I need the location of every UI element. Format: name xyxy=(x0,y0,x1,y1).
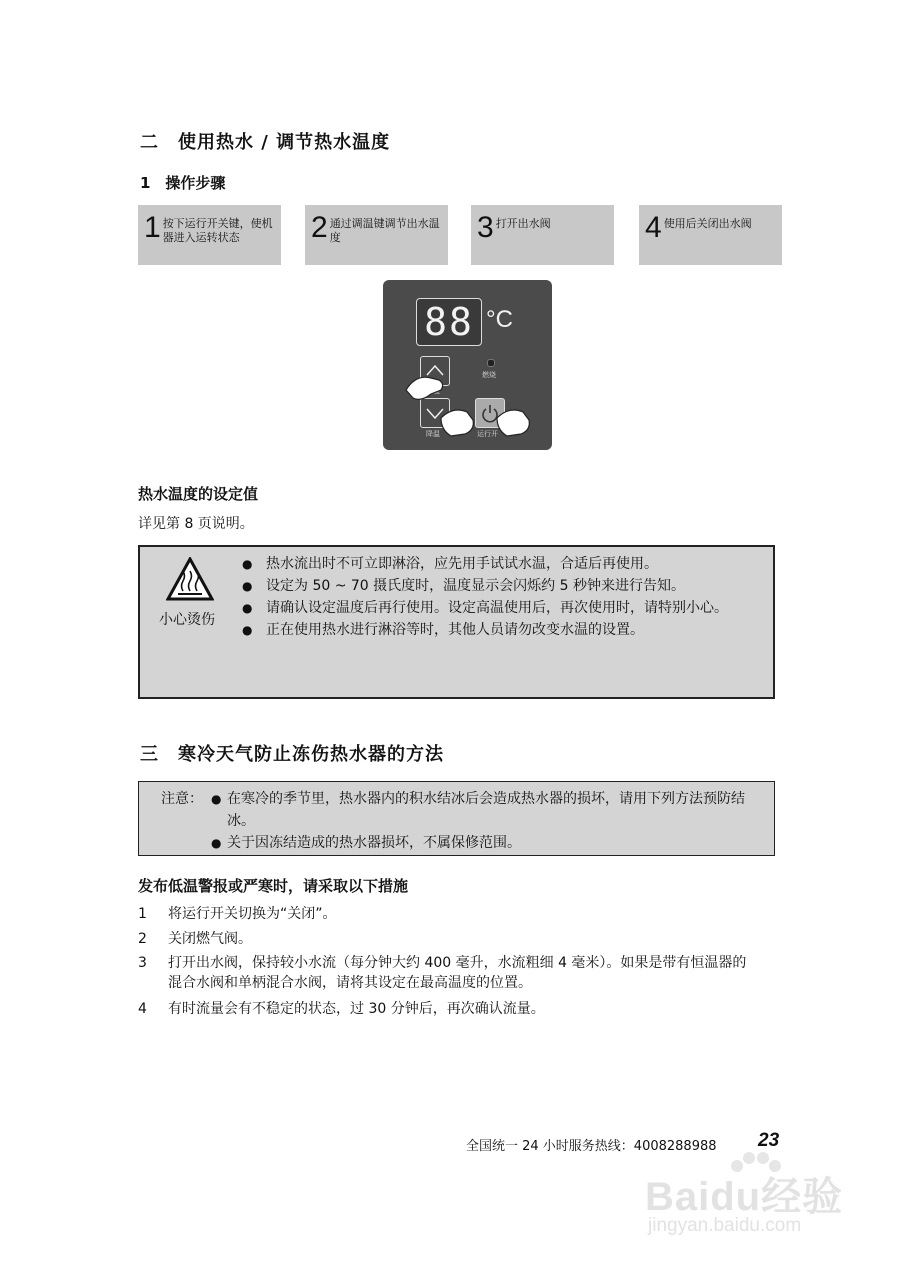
burn-indicator-led xyxy=(487,359,495,367)
step-number: 2 xyxy=(311,211,328,244)
temperature-display xyxy=(416,298,482,346)
setpoint-title: 热水温度的设定值 xyxy=(138,485,259,503)
setpoint-text: 详见第 8 页说明。 xyxy=(138,516,254,532)
step-number: 1 xyxy=(144,211,161,244)
note-box xyxy=(138,781,775,856)
step-number: 3 xyxy=(477,211,494,244)
step-number: 4 xyxy=(645,211,662,244)
hand-pointer-icon xyxy=(401,368,551,450)
subsection-title: 1 操作步骤 xyxy=(140,174,226,192)
bullet-icon: ● xyxy=(242,579,253,593)
bullet-icon: ● xyxy=(242,601,253,615)
note-label: 注意： xyxy=(161,791,203,807)
warning-list xyxy=(242,553,762,641)
list-item: 2 关闭燃气阀。 xyxy=(138,931,252,947)
power-label: 运行开 xyxy=(477,430,498,438)
list-item: 4 有时流量会有不稳定的状态，过 30 分钟后，再次确认流量。 xyxy=(138,1001,545,1017)
celsius-unit: °C xyxy=(486,306,513,333)
list-item: ● 请确认设定温度后再行使用。设定高温使用后，再次使用时，请特别小心。 xyxy=(242,597,762,619)
display-digits: 88 xyxy=(424,300,474,344)
bullet-icon: ● xyxy=(211,836,222,850)
hotline-text: 全国统一 24 小时服务热线：4008288988 xyxy=(466,1139,717,1154)
bullet-icon: ● xyxy=(242,623,253,637)
temp-down-label: 降温 xyxy=(426,430,440,438)
list-item: ● 热水流出时不可立即淋浴，应先用手试试水温，合适后再使用。 xyxy=(242,553,762,575)
watermark-url: jingyan.baidu.com xyxy=(648,1215,802,1236)
list-item: ● 设定为 50 ~ 70 摄氏度时，温度显示会闪烁约 5 秒钟来进行告知。 xyxy=(242,575,762,597)
bullet-icon: ● xyxy=(242,557,253,571)
burn-label: 燃烧 xyxy=(482,371,496,379)
step-2 xyxy=(305,205,448,265)
page-number: 23 xyxy=(758,1130,780,1151)
section-title: 三 寒冷天气防止冻伤热水器的方法 xyxy=(140,744,444,765)
step-1 xyxy=(138,205,281,265)
bullet-icon: ● xyxy=(211,792,222,806)
step-text: 打开出水阀 xyxy=(495,217,551,230)
section-title: 二 使用热水 / 调节热水温度 xyxy=(140,132,391,153)
list-item: ● 正在使用热水进行淋浴等时，其他人员请勿改变水温的设置。 xyxy=(242,619,762,641)
step-text: 通过调温键调节出水温度 xyxy=(329,217,440,244)
scald-warning-box xyxy=(138,545,775,699)
list-item: ● 关于因冻结造成的热水器损坏，不属保修范围。 xyxy=(211,832,761,854)
step-text: 按下运行开关键，使机器进入运转状态 xyxy=(162,217,273,244)
list-item: 3 打开出水阀，保持较小水流（每分钟大约 400 毫升，水流粗细 4 毫米）。如果是带有恒温器的混合水阀和单柄混合水阀，请将其设定在最高温度的位置。 xyxy=(138,955,747,991)
measures-title: 发布低温警报或严寒时，请采取以下措施 xyxy=(138,877,409,895)
control-panel-illustration xyxy=(383,280,552,450)
step-text: 使用后关闭出水阀 xyxy=(663,217,752,230)
step-3 xyxy=(471,205,614,265)
list-item: 1 将运行开关切换为“关闭”。 xyxy=(138,906,337,922)
watermark-brand: Baidu经验 xyxy=(645,1175,844,1219)
list-item: ● 在寒冷的季节里，热水器内的积水结冰后会造成热水器的损坏，请用下列方法预防结冰。 xyxy=(211,788,761,832)
step-4 xyxy=(639,205,782,265)
warning-label: 小心烫伤 xyxy=(159,612,215,628)
hot-surface-warning-icon xyxy=(166,557,214,601)
